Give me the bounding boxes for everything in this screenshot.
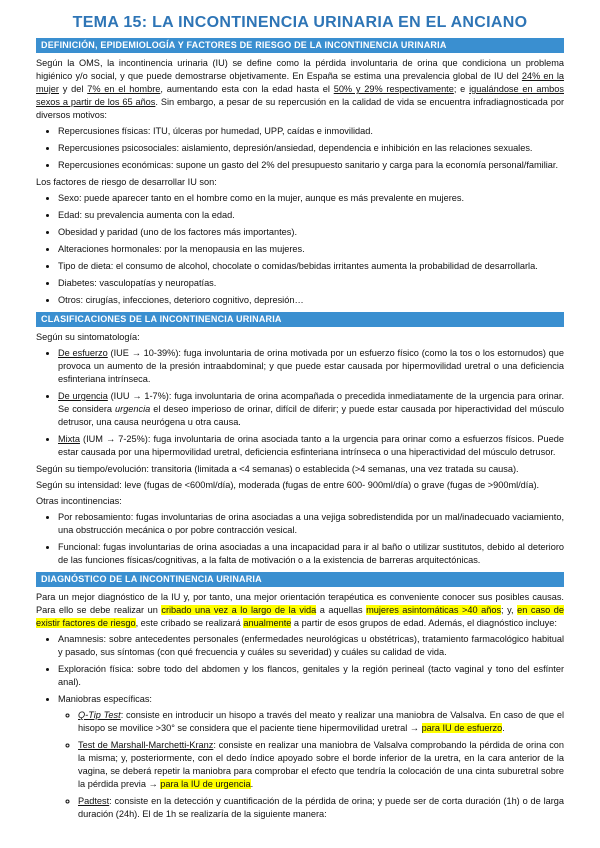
risk-factors-list: [36, 192, 564, 307]
list-item: • Repercusiones económicas: supone un gasto del 2% del presupuesto sanitario y carga para la economía personal/familiar.: [58, 159, 564, 172]
repercussions-list: [36, 125, 564, 172]
list-item: • Exploración física: sobre todo del abdomen y los flancos, genitales y la región perineal (tacto vaginal y tono del esfínter anal).: [58, 663, 564, 689]
section-paragraph: Según la OMS, la incontinencia urinaria (IU) se define como la pérdida involuntaria de orina que condiciona un problema higiénico y/o social, y que puede demostrarse objetivamente. En España se estima una prevalencia global de IU del 24% en la mujer y del 7% en el hombre, aumentando esta con la edad hasta el 50% y 29% respectivamente; e igualándose en ambos sexos a partir de los 65 años. Sin embargo, a pesar de su repercusión en la calidad de vida se encuentra infradiagnosticada por diversos motivos:: [36, 58, 564, 120]
sub-list-item: ◦ Q-Tip Test: consiste en introducir un hisopo a través del meato y realizar una maniobra de Valsalva. En caso de que el hisopo se movilice >30° se considera que el paciente tiene hipermovilidad uretral → para IU de esfuerzo.: [78, 709, 564, 735]
list-item: • Repercusiones psicosociales: aislamiento, depresión/ansiedad, dependencia e inhibición en las relaciones sexuales.: [58, 142, 564, 155]
sub-list-item: ◦ Test de Marshall-Marchetti-Kranz: consiste en realizar una maniobra de Valsalva comprobando la pérdida de orina con la misma; y, posteriormente, con el dedo índice apoyado sobre el borde inferior de la uretra, en la cara anterior de la vagina, se deberá repetir la maniobra para comprobar el efecto que tendría la colocación de una cinta suburetral sobre la pérdida previa → para la IU de urgencia.: [78, 739, 564, 791]
list-item: • Diabetes: vasculopatías y neuropatías.: [58, 277, 564, 290]
list-item: • De urgencia (IUU → 1-7%): fuga involuntaria de orina acompañada o precedida inmediatamente de la urgencia para orinar. Se considera urgencia el deseo imperioso de orinar, difícil de diferir; y puede estar causada por hiperactividad del músculo detrusor, una causa neurógena u otra causa.: [58, 390, 564, 429]
other-incontinences-list: [36, 511, 564, 567]
by-time-paragraph: Según su tiempo/evolución: transitoria (limitada a <4 semanas) o establecida (>4 semanas, una vez tratada su causa).: [36, 464, 519, 474]
section-heading-diagnostico: DIAGNÓSTICO DE LA INCONTINENCIA URINARIA: [36, 572, 564, 587]
section-heading-clasificaciones: CLASIFICACIONES DE LA INCONTINENCIA URINARIA: [36, 312, 564, 327]
list-item: • Anamnesis: sobre antecedentes personales (enfermedades neurológicas u obstétricas), tratamiento farmacológico habitual y pasado, sus síntomas (con qué frecuencia y cuáles su severidad) y cuáles su calidad de vida.: [58, 633, 564, 659]
maneuvers-list: [58, 709, 564, 821]
diagnosis-list: [36, 633, 564, 821]
list-item: • Funcional: fugas involuntarias de orina asociadas a una incapacidad para ir al baño o utilizar sustitutos, debido al deterioro de las funciones físicas/cognitivas, a la falta de motivación o a la existencia de barreras arquitectónicas.: [58, 541, 564, 567]
types-list: [36, 347, 564, 459]
list-item: • Obesidad y paridad (uno de los factores más importantes).: [58, 226, 564, 239]
document-title: TEMA 15: LA INCONTINENCIA URINARIA EN EL ANCIANO: [72, 14, 528, 31]
diagnosis-intro: Para un mejor diagnóstico de la IU y, por tanto, una mejor orientación terapéutica es conveniente conocer sus posibles causas. Para ello se debe realizar un cribado una vez a lo largo de la vida a aquellas mujeres asintomáticas >40 años; y, en caso de existir factores de riesgo, este cribado se realizará anualmente a partir de esos grupos de edad. Además, el diagnóstico incluye:: [36, 592, 565, 628]
sub-list-item: ◦ Padtest: consiste en la detección y cuantificación de la pérdida de orina; y puede ser de corta duración (1h) o de larga duración (24h). El de 1h se realizaría de la siguiente manera:: [78, 795, 564, 821]
list-item: • Tipo de dieta: el consumo de alcohol, chocolate o comidas/bebidas irritantes aumenta la probabilidad de desarrollarla.: [58, 260, 564, 273]
list-item: • Otros: cirugías, infecciones, deterioro cognitivo, depresión…: [58, 294, 564, 307]
list-item: • Mixta (IUM → 7-25%): fuga involuntaria de orina asociada tanto a la urgencia para orinar como a esfuerzos físicos. Puede estar causada por una hipermovilidad uretral, deficiencia esfinteriana intrínseca o una hiperactividad del músculo detrusor.: [58, 433, 564, 459]
by-intensity-paragraph: Según su intensidad: leve (fugas de <600ml/día), moderada (fugas de entre 600- 900ml/día) o grave (fugas de >900ml/día).: [36, 480, 540, 490]
list-item: • Por rebosamiento: fugas involuntarias de orina asociadas a una vejiga sobredistendida por un mal/inadecuado vaciamiento, una obstrucción mecánica o por pobre contracción vesical.: [58, 511, 564, 537]
other-incontinences-label: Otras incontinencias:: [36, 496, 122, 506]
list-item: • Maniobras específicas: ◦ Q-Tip Test: consiste en introducir un hisopo a través del meato y realizar una maniobra de Valsalva. En caso de que el hisopo se movilice >30° se considera que el paciente tiene hipermovilidad uretral → para IU de esfuerzo. ◦ Test de Marshall-Marchetti-Kranz: consiste en realizar una maniobra de Valsalva comprobando la pérdida de orina con la misma; y, posteriormente, con el dedo índice apoyado sobre el borde inferior de la uretra, en la cara anterior de la vagina, se deberá repetir la maniobra para comprobar el efecto que tendría la colocación de una cinta suburetral sobre la pérdida previa → para la IU de urgencia. ◦ Padtest: consiste en la detección y cuantificación de la pérdida de orina; y puede ser de corta duración (1h) o de larga duración (24h). El de 1h se realizaría de la siguiente manera:: [58, 693, 564, 821]
by-symptom-label: Según su sintomatología:: [36, 332, 140, 342]
list-item: • De esfuerzo (IUE → 10-39%): fuga involuntaria de orina motivada por un esfuerzo físico (como la tos o los estornudos) que provoca un aumento de la presión intraabdominal; y que puede estar causada por hipermovilidad uretral o una deficiencia esfinteriana intrínseca.: [58, 347, 564, 386]
list-item: • Sexo: puede aparecer tanto en el hombre como en la mujer, aunque es más prevalente en mujeres.: [58, 192, 564, 205]
list-item: • Repercusiones físicas: ITU, úlceras por humedad, UPP, caídas e inmovilidad.: [58, 125, 564, 138]
list-item: • Edad: su prevalencia aumenta con la edad.: [58, 209, 564, 222]
risk-factors-intro: Los factores de riesgo de desarrollar IU son:: [36, 177, 217, 187]
list-item: • Alteraciones hormonales: por la menopausia en las mujeres.: [58, 243, 564, 256]
section-heading-definicion: DEFINICIÓN, EPIDEMIOLOGÍA Y FACTORES DE RIESGO DE LA INCONTINENCIA URINARIA: [36, 38, 564, 53]
